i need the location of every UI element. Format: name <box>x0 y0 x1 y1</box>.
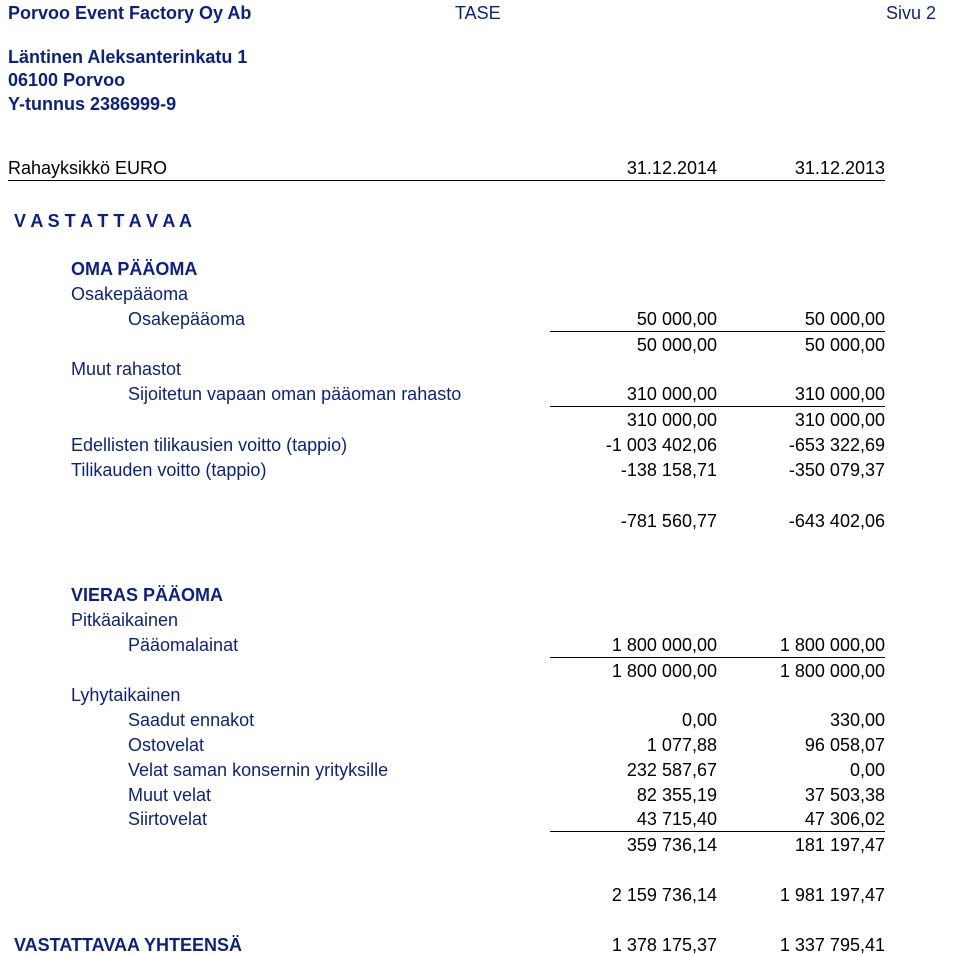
retained-earnings-2014: -1 003 402,06 <box>605 435 717 455</box>
capital-loans-label: Pääomalainat <box>128 635 239 655</box>
advances-2014: 0,00 <box>681 710 717 730</box>
section-title: V A S T A T T A V A A <box>14 211 192 231</box>
group-payables-2014: 232 587,67 <box>626 760 717 780</box>
period-result-label: Tilikauden voitto (tappio) <box>71 460 267 480</box>
date-col-1: 31.12.2014 <box>626 158 717 178</box>
business-id: Y-tunnus 2386999-9 <box>8 94 177 114</box>
short-term-group: Lyhytaikainen <box>71 685 181 705</box>
subtotal-rule <box>550 331 885 332</box>
address-line-1: Läntinen Aleksanterinkatu 1 <box>8 47 248 67</box>
accruals-label: Siirtovelat <box>128 809 208 829</box>
long-term-total-2013: 1 800 000,00 <box>779 661 885 681</box>
other-liabilities-2014: 82 355,19 <box>636 785 717 805</box>
grand-total-2013: 1 337 795,41 <box>779 935 885 955</box>
other-liabilities-label: Muut velat <box>128 785 212 805</box>
period-result-2014: -138 158,71 <box>620 460 717 480</box>
header-rule <box>8 180 885 181</box>
other-funds-group: Muut rahastot <box>71 359 182 379</box>
other-liabilities-2013: 37 503,38 <box>804 785 885 805</box>
retained-earnings-2013: -653 322,69 <box>788 435 885 455</box>
grand-total-label: VASTATTAVAA YHTEENSÄ <box>14 935 243 955</box>
share-capital-2014: 50 000,00 <box>636 309 717 329</box>
long-term-group: Pitkäaikainen <box>71 610 179 630</box>
liabilities-total-2014: 2 159 736,14 <box>611 885 717 905</box>
share-capital-label: Osakepääoma <box>128 309 246 329</box>
short-term-total-2014: 359 736,14 <box>626 835 717 855</box>
equity-title: OMA PÄÄOMA <box>71 259 198 279</box>
other-funds-total-2013: 310 000,00 <box>794 410 885 430</box>
svop-2014: 310 000,00 <box>626 384 717 404</box>
payables-2014: 1 077,88 <box>646 735 717 755</box>
long-term-total-2014: 1 800 000,00 <box>611 661 717 681</box>
capital-loans-2013: 1 800 000,00 <box>779 635 885 655</box>
liabilities-total-2013: 1 981 197,47 <box>779 885 885 905</box>
subtotal-rule <box>550 657 885 658</box>
svop-label: Sijoitetun vapaan oman pääoman rahasto <box>128 384 462 404</box>
date-col-2: 31.12.2013 <box>794 158 885 178</box>
capital-loans-2014: 1 800 000,00 <box>611 635 717 655</box>
company-name: Porvoo Event Factory Oy Ab <box>8 3 252 23</box>
subtotal-rule <box>550 406 885 407</box>
advances-label: Saadut ennakot <box>128 710 255 730</box>
period-result-2013: -350 079,37 <box>788 460 885 480</box>
page-number: Sivu 2 <box>886 3 937 23</box>
payables-2013: 96 058,07 <box>804 735 885 755</box>
share-capital-total-2014: 50 000,00 <box>636 335 717 355</box>
address-line-2: 06100 Porvoo <box>8 70 126 90</box>
group-payables-label: Velat saman konsernin yrityksille <box>128 760 389 780</box>
currency-label: Rahayksikkö EURO <box>8 158 168 178</box>
payables-label: Ostovelat <box>128 735 205 755</box>
share-capital-2013: 50 000,00 <box>804 309 885 329</box>
share-capital-group: Osakepääoma <box>71 284 189 304</box>
retained-earnings-label: Edellisten tilikausien voitto (tappio) <box>71 435 348 455</box>
grand-total-2014: 1 378 175,37 <box>611 935 717 955</box>
group-payables-2013: 0,00 <box>849 760 885 780</box>
liabilities-title: VIERAS PÄÄOMA <box>71 585 224 605</box>
equity-total-2014: -781 560,77 <box>620 511 717 531</box>
accruals-2013: 47 306,02 <box>804 809 885 829</box>
accruals-2014: 43 715,40 <box>636 809 717 829</box>
other-funds-total-2014: 310 000,00 <box>626 410 717 430</box>
svop-2013: 310 000,00 <box>794 384 885 404</box>
short-term-total-2013: 181 197,47 <box>794 835 885 855</box>
equity-total-2013: -643 402,06 <box>788 511 885 531</box>
advances-2013: 330,00 <box>829 710 885 730</box>
share-capital-total-2013: 50 000,00 <box>804 335 885 355</box>
document-type: TASE <box>455 3 501 23</box>
subtotal-rule <box>550 831 885 832</box>
